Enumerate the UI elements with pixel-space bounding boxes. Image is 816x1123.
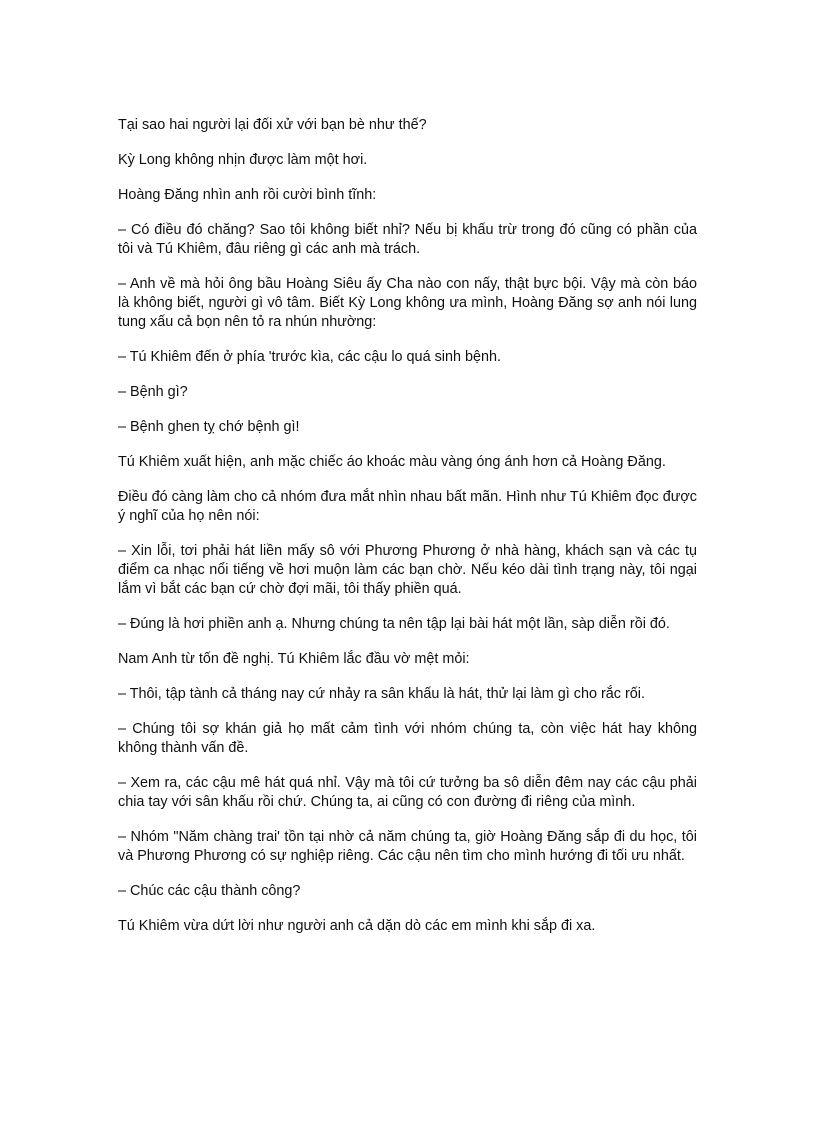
paragraph: Tại sao hai người lại đối xử với bạn bè như thế? xyxy=(118,117,427,133)
paragraph: – Tú Khiêm đến ở phía 'trước kìa, các cậu lo quá sinh bệnh. xyxy=(118,349,501,365)
paragraph: – Chúng tôi sợ khán giả họ mất cảm tình với nhóm chúng ta, còn việc hát hay không không thành vấn đề. xyxy=(118,721,697,756)
paragraph: – Nhóm "Năm chàng trai' tồn tại nhờ cả năm chúng ta, giờ Hoàng Đăng sắp đi du học, tôi và Phương Phương có sự nghiệp riêng. Các cậu nên tìm cho mình hướng đi tối ưu nhất. xyxy=(118,829,697,864)
paragraph: – Thôi, tập tành cả tháng nay cứ nhảy ra sân khấu là hát, thử lại làm gì cho rắc rối. xyxy=(118,686,645,702)
paragraph: – Có điều đó chăng? Sao tôi không biết nhỉ? Nếu bị khấu trừ trong đó cũng có phần của tôi và Tú Khiêm, đâu riêng gì các anh mà trách. xyxy=(118,222,697,257)
paragraph: – Anh về mà hỏi ông bầu Hoàng Siêu ấy Cha nào con nấy, thật bực bội. Vậy mà còn báo là không biết, người gì vô tâm. Biết Kỳ Long không ưa mình, Hoàng Đăng sợ anh nói lung tung xấu cả bọn nên tỏ ra nhún nhường: xyxy=(118,276,697,330)
paragraph: – Chúc các cậu thành công? xyxy=(118,883,301,899)
paragraph: Hoàng Đăng nhìn anh rồi cười bình tĩnh: xyxy=(118,187,377,203)
paragraph: Kỳ Long không nhịn được làm một hơi. xyxy=(118,152,368,168)
paragraph: Điều đó càng làm cho cả nhóm đưa mắt nhìn nhau bất mãn. Hình như Tú Khiêm đọc được ý nghĩ của họ nên nói: xyxy=(118,489,697,524)
paragraph: Tú Khiêm vừa dứt lời như người anh cả dặn dò các em mình khi sắp đi xa. xyxy=(118,918,596,934)
document-page xyxy=(118,116,697,936)
paragraph: Nam Anh từ tốn đề nghị. Tú Khiêm lắc đầu vờ mệt mỏi: xyxy=(118,651,470,667)
paragraph: – Xin lỗi, tơi phải hát liền mấy sô với Phương Phương ở nhà hàng, khách sạn và các tụ điểm ca nhạc nổi tiếng về hơi muộn làm các bạn chờ. Nếu kéo dài tình trạng này, tôi ngại lắm vì bắt các bạn cứ chờ đợi mãi, tôi thấy phiền quá. xyxy=(118,543,697,597)
paragraph: – Đúng là hơi phiền anh ạ. Nhưng chúng ta nên tập lại bài hát một lần, sàp diễn rồi đó. xyxy=(118,616,670,632)
paragraph: – Xem ra, các cậu mê hát quá nhỉ. Vậy mà tôi cứ tưởng ba sô diễn đêm nay các cậu phải chia tay với sân khấu rồi chứ. Chúng ta, ai cũng có con đường đi riêng của mình. xyxy=(118,775,697,810)
paragraph: Tú Khiêm xuất hiện, anh mặc chiếc áo khoác màu vàng óng ánh hơn cả Hoàng Đăng. xyxy=(118,454,666,470)
paragraph: – Bệnh ghen tỵ chớ bệnh gì! xyxy=(118,419,300,435)
paragraph: – Bệnh gì? xyxy=(118,384,188,400)
